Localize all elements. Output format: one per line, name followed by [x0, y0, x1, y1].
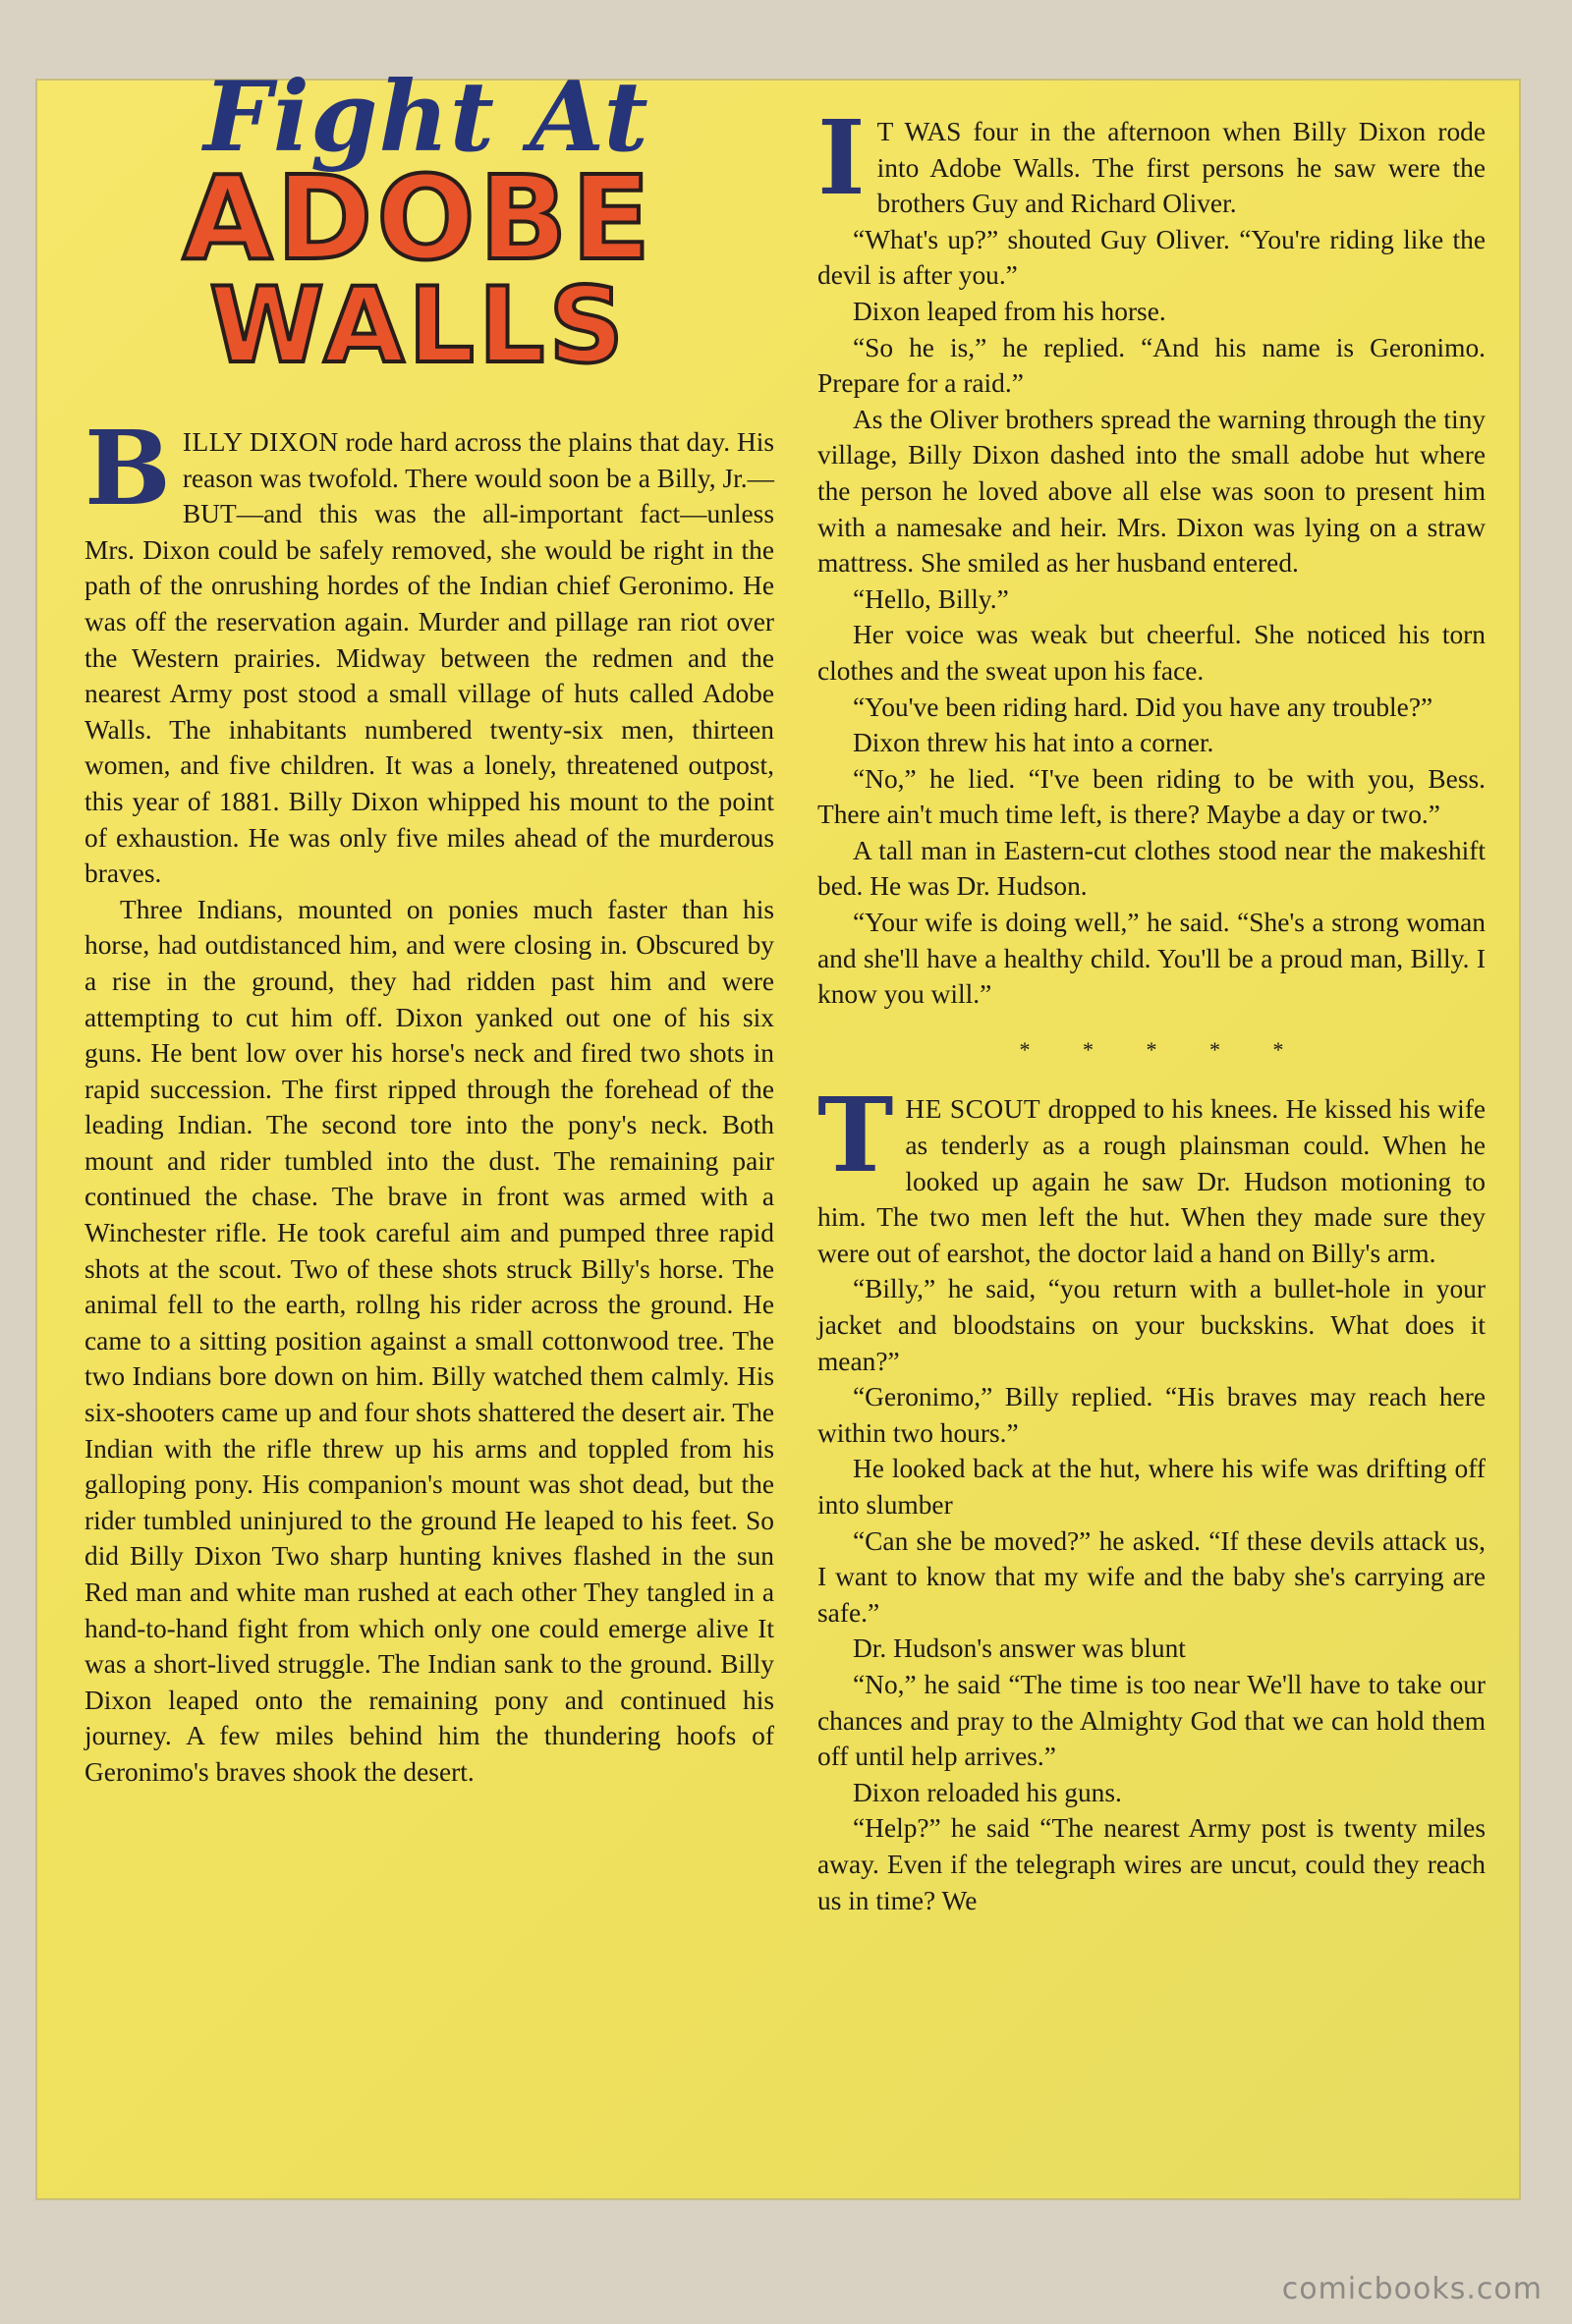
- paragraph: “So he is,” he replied. “And his name is Geronimo. Prepare for a raid.”: [817, 332, 1486, 399]
- lead-in: ILLY DIXON: [182, 427, 339, 457]
- drop-cap: T: [817, 1075, 894, 1196]
- paragraph: “Hello, Billy.”: [853, 583, 1009, 614]
- drop-cap: I: [817, 97, 866, 218]
- title-script: Fight At: [203, 61, 649, 174]
- paragraph: [84, 408, 774, 892]
- watermark: comicbooks.com: [1281, 2272, 1543, 2306]
- paragraph: “Can she be moved?” he asked. “If these devils attack us, I want to know that my wife and the baby she's carrying are safe.”: [817, 1525, 1486, 1628]
- paragraph: [817, 1075, 1487, 1271]
- lead-in: HE SCOUT: [905, 1094, 1041, 1125]
- paragraph: Dixon reloaded his guns.: [853, 1777, 1122, 1807]
- left-column: [84, 61, 774, 1791]
- paragraph: “Help?” he said “The nearest Army post is twenty miles away. Even if the telegraph wires are uncut, could they reach us in time? We: [817, 1813, 1486, 1915]
- title-line-1: ADOBE: [182, 150, 655, 286]
- paragraph: “No,” he said “The time is too near We'll have to take our chances and pray to the Almighty God that we can hold them off until help arrives.”: [817, 1669, 1486, 1772]
- paragraph: “Billy,” he said, “you return with a bullet-hole in your jacket and bloodstains on your buckskins. What does it mean?”: [817, 1274, 1486, 1376]
- drop-cap: B: [84, 408, 171, 528]
- paragraph: Dixon leaped from his horse.: [853, 296, 1166, 326]
- paragraph: Her voice was weak but cheerful. She noticed his torn clothes and the sweat upon his face.: [817, 620, 1486, 686]
- paragraph: “Your wife is doing well,” he said. “She's a strong woman and she'll have a healthy child. You'll be a proud man, Billy. I know you will.”: [817, 908, 1486, 1010]
- paragraph: He looked back at the hut, where his wife was drifting off into slumber: [817, 1454, 1486, 1520]
- paragraph: “No,” he lied. “I've been riding to be with you, Bess. There ain't much time left, is there? Maybe a day or two.”: [817, 763, 1486, 830]
- paragraph: [817, 97, 1486, 222]
- paragraph: Dixon threw his hat into a corner.: [853, 728, 1214, 758]
- story-page: [35, 61, 1521, 2200]
- paragraph-text: T WAS four in the afternoon when Billy Dixon rode into Adobe Walls. The first persons he saw were the brothers Guy and Richard Oliver.: [876, 117, 1486, 219]
- paragraph-text: rode hard across the plains that day. His reason was twofold. There would soon be a Billy, Jr.—BUT—and this was the all-important fact—unless Mrs. Dixon could be safely removed, she would be right in the path of the onrushing hordes of the Indian chief Geronimo. He was off the reservation again. Murder and pillage ran riot over the Western prairies. Midway between the redmen and the nearest Army post stood a small village of huts called Adobe Walls. The inhabitants numbered twenty-six men, thirteen women, and five children. It was a lonely, threatened outpost, this year of 1881. Billy Dixon whipped his mount to the point of exhaustion. He was only five miles ahead of the murderous braves.: [84, 427, 774, 889]
- paragraph: “What's up?” shouted Guy Oliver. “You're riding like the devil is after you.”: [817, 224, 1486, 291]
- right-column: [817, 97, 1487, 1918]
- paragraph: Three Indians, mounted on ponies much faster than his horse, had outdistanced him, and were closing in. Obscured by a rise in the ground, they had ridden past him and were attempting to cut him off. Dixon yanked out one of his six guns. He bent low over his horse's neck and fired two shots in rapid succession. The first ripped through the forehead of the leading Indian. The second tore into the pony's neck. Both mount and rider tumbled into the dust. The remaining pair continued the chase. The brave in front was armed with a Winchester rifle. He took careful aim and pumped three rapid shots at the scout. Two of these shots struck Billy's horse. The animal fell to the earth, rollng his rider across the ground. He came to a sitting position against a small cottonwood tree. The two Indians bore down on him. Billy watched them calmly. His six-shooters came up and four shots shattered the desert air. The Indian with the rifle threw up his arms and toppled from his galloping pony. His companion's mount was shot dead, but the rider tumbled uninjured to the ground He leaped to his feet. So did Billy Dixon Two sharp hunting knives flashed in the sun Red man and white man rushed at each other They tangled in a hand-to-hand fight from which only one could emerge alive It was a short-lived struggle. The Indian sank to the ground. Billy Dixon leaped onto the remaining pony and continued his journey. A few miles behind him the thundering hoofs of Geronimo's braves shook the desert.: [84, 894, 774, 1787]
- paragraph: A tall man in Eastern-cut clothes stood near the makeshift bed. He was Dr. Hudson.: [817, 835, 1486, 902]
- paragraph: “Geronimo,” Billy replied. “His braves may reach here within two hours.”: [817, 1382, 1486, 1448]
- paragraph: “You've been riding hard. Did you have any trouble?”: [853, 692, 1433, 722]
- title-line-2: WALLS: [209, 265, 628, 386]
- section-break: * * * * *: [1019, 1036, 1284, 1062]
- paragraph-text: dropped to his knees. He kissed his wife as tenderly as a rough plainsman could. When he looked up again he saw Dr. Hudson motioning to him. The two men left the hut. When they made sure they were out of earshot, the doctor laid a hand on Billy's arm.: [817, 1094, 1487, 1268]
- story-title: [124, 61, 713, 424]
- paragraph: Dr. Hudson's answer was blunt: [853, 1633, 1186, 1664]
- paragraph: As the Oliver brothers spread the warning through the tiny village, Billy Dixon dashed into the small adobe hut where the person he loved above all else was soon to present him with a namesake and heir. Mrs. Dixon was lying on a straw mattress. She smiled as her husband entered.: [817, 404, 1486, 579]
